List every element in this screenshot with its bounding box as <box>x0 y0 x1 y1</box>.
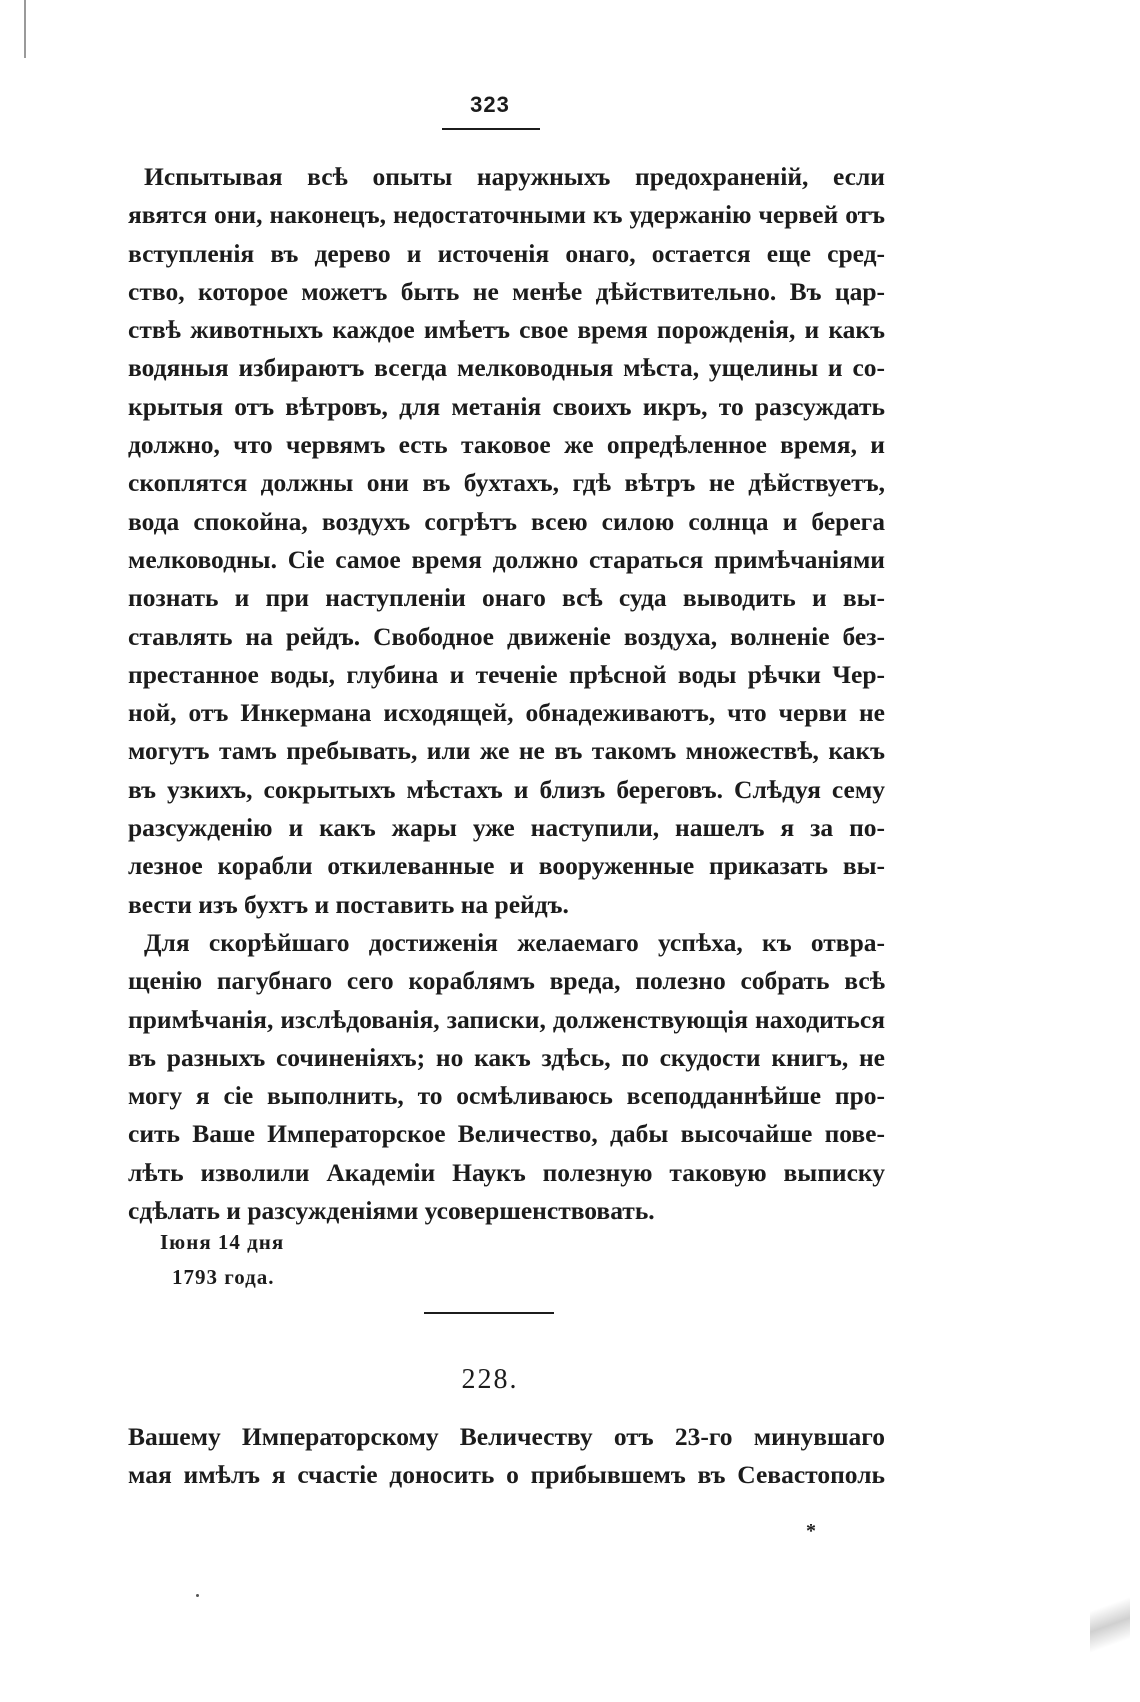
text-line: ство, которое можетъ быть не менѣе дѣйствительно. Въ цар- <box>128 276 885 306</box>
page-number-underline <box>442 128 540 130</box>
text-line: Вашему Императорскому Величеству отъ 23-го минувшаго <box>128 1422 885 1451</box>
text-line: должно, что червямъ есть таковое же опредѣленное время, и <box>128 430 885 460</box>
text-line: вступленія въ дерево и источенія онаго, остается еще сред- <box>128 238 885 268</box>
text-line: мелководны. Сіе самое время должно стараться примѣчаніями <box>128 544 885 574</box>
text-line: въ узкихъ, сокрытыхъ мѣстахъ и близъ береговъ. Слѣдуя сему <box>128 774 885 804</box>
text-line: вода спокойна, воздухъ согрѣтъ всею силою солнца и берега <box>128 506 885 536</box>
text-line: примѣчанія, изслѣдованія, записки, долженствующія находиться <box>128 1004 885 1034</box>
scan-edge-mark <box>24 0 26 58</box>
text-line: щенію пагубнаго сего кораблямъ вреда, полезно собрать всѣ <box>128 966 885 996</box>
text-line: могу я сіе выполнить, то осмѣливаюсь всеподданнѣйше про- <box>128 1081 885 1111</box>
text-line: крытыя отъ вѣтровъ, для метанія своихъ икръ, то разсуждать <box>128 391 885 421</box>
scan-smudge <box>1090 1580 1130 1670</box>
text-line: Испытывая всѣ опыты наружныхъ предохраненій, если <box>144 162 885 191</box>
text-line: могутъ тамъ пребывать, или же не въ такомъ множествѣ, какъ <box>128 736 885 766</box>
main-text <box>128 158 885 1230</box>
section-divider <box>424 1312 554 1314</box>
text-line: мая имѣлъ я счастіе доносить о прибывшемъ въ Севастополь <box>128 1460 885 1490</box>
page-number: 323 <box>470 92 510 117</box>
text-line: ной, отъ Инкермана исходящей, обнадеживаютъ, что черви не <box>128 698 885 728</box>
text-line: вести изъ бухтъ и поставить на рейдъ. <box>128 889 569 919</box>
text-line: сдѣлать и разсужденіями усовершенствовать. <box>128 1196 655 1226</box>
text-line: Для скорѣйшаго достиженія желаемаго успѣха, къ отвра- <box>144 927 885 957</box>
document-number: 228. <box>461 1364 519 1395</box>
text-line: явятся они, наконецъ, недостаточными къ удержанію червей отъ <box>128 200 885 230</box>
text-line: разсужденію и какъ жары уже наступили, нашелъ я за по- <box>128 813 885 843</box>
text-line: лѣть изволили Академіи Наукъ полезную таковую выписку <box>128 1157 885 1187</box>
scan-speck <box>196 1594 199 1597</box>
text-line: сить Ваше Императорское Величество, дабы высочайше пове- <box>128 1119 885 1149</box>
text-line: престанное воды, глубина и теченіе прѣсной воды рѣчки Чер- <box>128 659 885 689</box>
next-document-text <box>128 1418 885 1495</box>
text-line: ствѣ животныхъ каждое имѣетъ свое время порожденія, и какъ <box>128 315 885 345</box>
text-line: лезное корабли откилеванные и вооруженные приказать вы- <box>128 851 885 881</box>
text-line: ставлять на рейдъ. Свободное движеніе воздуха, волненіе без- <box>128 621 885 651</box>
text-line: познать и при наступленіи онаго всѣ суда выводить и вы- <box>128 583 885 613</box>
text-line: скоплятся должны они въ бухтахъ, гдѣ вѣтръ не дѣйствуетъ, <box>128 468 885 498</box>
text-line: водяныя избираютъ всегда мелководныя мѣста, ущелины и со- <box>128 353 885 383</box>
footnote-mark: * <box>806 1520 816 1542</box>
text-line: въ разныхъ сочиненіяхъ; но какъ здѣсь, по скудости книгъ, не <box>128 1042 885 1072</box>
signoff-year: 1793 года. <box>172 1265 275 1289</box>
signoff-date: Іюня 14 дня <box>160 1230 285 1254</box>
